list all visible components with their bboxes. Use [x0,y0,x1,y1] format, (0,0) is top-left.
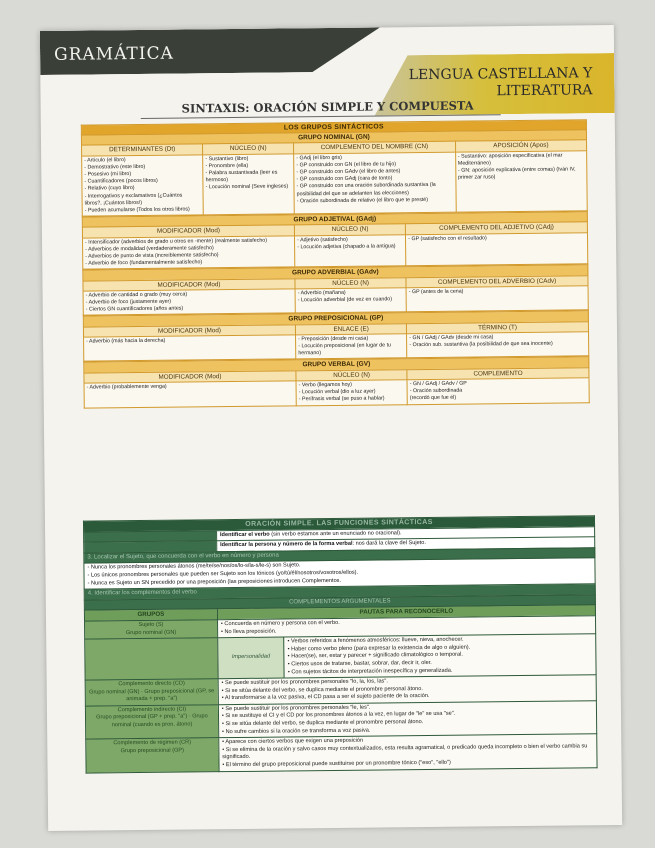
list-item: • Si se sustituye el CI y el CD por los pronombres átonos a la vez, en lugar de "le" se usa "se". [222,710,593,721]
list-item: - Palabra sustantivada (leer es hermoso) [205,169,278,184]
gn-header-nucleo: NÚCLEO (N) [203,143,294,154]
list-item: • Hacer(se), ser, estar y parecer + significado climatológico o temporal. [288,651,593,662]
list-item: • Si se sitúa delante del verbo, se duplica mediante el pronombre personal átono. [222,717,593,728]
step-2-text: : nos dará la clave del Sujeto. [352,540,426,547]
argumental-title: COMPLEMENTOS ARGUMENTALES [84,594,595,610]
gadv-header-mod: MODIFICADOR (Mod) [83,279,295,291]
groups-title: LOS GRUPOS SINTÁCTICOS [81,120,586,135]
gadv-cadv-cell [406,286,588,313]
list-item: • Ciertos usos de tratarse, bastar, sobrar, dar, decir ir, oler. [288,658,593,669]
list-item: • No lleva preposición. [221,625,592,636]
list-item: • Con sujetos tácitos de interpretación inespecífica y generalizada. [288,666,593,677]
list-item: - GP construido con GAdj (cara de tonto) [296,175,393,183]
row-cr-label [86,738,219,773]
row-sujeto-label [85,620,218,640]
list-item: • Si se sitúa delante del verbo, se duplica mediante el pronombre personal átono. [222,684,593,695]
step-3-row: 3. Localizar el Sujeto, que concuerda con el verbo en número y persona [84,548,595,564]
gn-apos-cell [455,150,587,212]
list-item: - Nunca es Sujeto un SN precedido por una preposición (las preposiciones introducen Complementos. [88,575,592,588]
gn-title: GRUPO NOMINAL (GN) [81,130,586,145]
gadj-mod-cell [82,236,294,270]
list-item: - Adjetivo (satisfecho) [297,236,348,243]
brand-title: GRAMÁTICA [53,43,174,65]
gadj-header-mod: MODIFICADOR (Mod) [82,225,294,237]
list-item: (recordó que fue él) [409,394,457,402]
gadv-header-nucleo: NÚCLEO (N) [295,277,406,288]
list-item: • Haber como verbo pleno (para expresar la existencia de algo o alguien). [288,643,593,654]
list-item: - Locución preposicional (en lugar de tu hermano) [298,342,392,357]
worksheet-page [40,25,622,831]
gn-header-cn: COMPLEMENTO DEL NOMBRE (CN) [294,142,456,154]
gp-enlace-cell [296,334,407,360]
row-impersonal-rules [284,634,596,678]
row-name: Complemento de régimen (CR) [113,739,192,747]
row-cr-rules [219,734,597,771]
list-item: - GN / GAdj / GAdv (desde mi casa) [409,334,494,342]
row-name: Complemento directo (CD) [118,680,185,688]
list-item: - Locución verbal (dio a luz ayer) [298,388,376,396]
list-item: - Artículo (el libro) [84,156,126,164]
row-name: Complemento indirecto (CI) [117,706,187,714]
row-ci-label [85,705,218,740]
functions-title: ORACIÓN SIMPLE. LAS FUNCIONES SINTÁCTICAS [83,516,594,532]
list-item: - Adverbio de foco (justamente ayer) [85,298,172,306]
list-item: - GN: aposición explicativa (entre comas) (Iván IV, primer zar ruso) [457,166,576,181]
gadj-cadj-cell [406,232,588,266]
col-header-pautas: PAUTAS PARA RECONOCERLO [217,605,595,620]
gv-header-mod: MODIFICADOR (Mod) [84,371,296,383]
page-title: SINTAXIS: ORACIÓN SIMPLE Y COMPUESTA [181,98,474,116]
subject-line-2: LITERATURA [496,82,593,100]
gadj-title: GRUPO ADJETIVAL (GAdj) [82,212,587,227]
list-item: • El término del grupo preposicional puede sustituirse por un pronombre tónico ("eso", "ello") [222,758,593,769]
list-item: - Adverbios de punto de vista (increíblemente satisfecho) [85,252,219,260]
step-4-row: 4. Identificar los complementos del verbo [84,584,595,600]
step-1-bold: Identificar el verbo [219,531,270,538]
row-sub: Grupo preposicional (GP + prep. "a") · Grupo nominal (cuando es pron. átono) [96,713,208,729]
gn-header-det: DETERMINANTES (Dt) [82,144,203,155]
list-item: - GP (antes de la cena) [408,288,464,296]
list-item: - Interrogativos y exclamativos (¿Cuántos libros?, ¡Cuántos libros!) [84,192,183,207]
list-item: - Pronombre (ella) [205,162,249,170]
functions-grid [83,515,598,773]
gadj-header-nucleo: NÚCLEO (N) [294,224,405,235]
list-item: - Intensificador (adverbios de grado u otros en -mente) (realmente satisfecho) [85,237,268,246]
gadv-title: GRUPO ADVERBIAL (GAdv) [83,265,588,280]
list-item: - Sustantivo: aposición especificativa (el mar Mediterráneo) [457,152,563,167]
list-item: • No sufre cambios si la oración se transforma a voz pasiva. [222,725,593,736]
list-item: - Demostrativo (este libro) [84,163,146,171]
gv-header-nucleo: NÚCLEO (N) [296,369,407,380]
gv-grid [83,357,589,408]
gv-mod-cell [84,381,296,408]
gv-header-complemento: COMPLEMENTO [407,367,589,379]
gv-complemento-cell [407,378,589,405]
list-item: - Sustantivo (libro) [205,155,249,162]
list-item: - Posesivo (mi libro) [84,171,132,178]
list-item: - Oración sub. sustantiva (la posibilidad de que sea inocente) [409,340,553,349]
row-cd-rules [218,675,596,705]
row-impersonal-label: Impersonalidad [218,637,285,679]
list-item: - Adverbio (mañana) [297,289,346,297]
groups-grid [81,119,588,217]
gp-title: GRUPO PREPOSICIONAL (GP) [83,311,588,326]
list-item: • Verbos referidos a fenómenos atmosféricos: llueve, nieva, anochecer. [287,635,592,646]
list-item: - GP construido con una oración subordinada sustantiva (la posibilidad del que se adelanten las elecciones) [296,182,436,197]
row-cd-label [85,679,218,706]
subject-title [402,65,592,101]
list-item: - Cuantificadores (pocos libros) [84,178,158,185]
list-item: - Oración subordinada [409,387,463,395]
gadj-nucleo-cell [295,234,406,267]
subject-line-1: LENGUA CASTELLANA Y [408,65,593,84]
list-item: • Al transformarse a la voz pasiva, el CD pasa a ser el sujeto paciente de la oración. [222,692,593,703]
gp-header-mod: MODIFICADOR (Mod) [83,325,295,337]
list-item: - Relativo (cuyo libro) [84,185,135,192]
list-item: - Adverbios de modalidad (verdaderamente satisfecho) [85,245,214,253]
gv-nucleo-cell [296,380,407,406]
list-item: - Ciertos GN cuantificadores (años antes) [85,305,184,313]
gp-grid [83,311,589,362]
functions-table [83,515,598,773]
list-item: - Adverbio de foco (fundamentalmente satisfecho) [85,259,203,267]
gp-header-enlace: ENLACE (E) [296,323,407,334]
gadv-nucleo-cell [295,288,406,314]
list-item: - Adverbio de cantidad o grado (muy cerca) [85,291,188,299]
list-item: - Verbo (llegamos hoy) [298,381,352,389]
col-header-grupos: GRUPOS [84,609,217,621]
list-item: - GN / GAdj / GAdv / GP [409,380,467,388]
gn-header-apos: APOSICIÓN (Apos) [455,140,586,152]
list-item: - Nunca los pronombres personales átonos (me/te/se/nos/os/lo-s/la-s/le-s) son Sujeto. [87,560,591,573]
row-sub: Grupo nominal (GN) · Grupo preposicional (GP, se animada + prep. "a") [89,687,215,703]
gn-cn-cell [294,152,456,214]
row-sub: Grupo nominal (GN) [125,629,177,636]
row-ci-rules [218,701,596,738]
list-item: • Se puede sustituir por los pronombres personales "lo, la, los, las". [221,676,592,687]
gp-termino-cell [407,332,589,359]
syntactic-groups-table [81,119,590,408]
row-name: Sujeto (S) [138,621,164,628]
gp-mod-cell [84,335,296,362]
list-item: - Oración subordinada de relativo (el libro que te presté) [296,196,429,205]
gadj-grid [82,212,589,271]
list-item: - Adverbio (más hacia la derecha) [86,337,166,345]
gn-det-cell [82,154,204,216]
list-item: - Los únicos pronombres personales que pueden ser Sujeto son los tónicos (yo/tú/él/nosotros/vosotros/ellos). [88,567,592,580]
step-1-text: (sin verbo estamos ante un enunciado no oracional). [269,529,402,538]
gn-nucleo-cell [203,153,295,215]
gp-header-termino: TÉRMINO (T) [407,321,589,333]
step-2-bold: Identificar la persona y número de la forma verbal [220,540,353,549]
list-item: • Aparece con ciertos verbos que exigen una preposición [222,736,593,747]
list-item: - Pueden acumularse (Todos los otros libros) [84,206,190,214]
gadv-mod-cell [83,289,295,316]
row-sub: Grupo preposicional (GP) [120,747,185,755]
gadv-grid [82,265,588,316]
gadv-header-cadv: COMPLEMENTO DEL ADVERBIO (CAdv) [406,275,588,287]
list-item: • Se puede sustituir por los pronombres personales "le, les". [222,702,593,713]
list-item: • Si se elimina de la oración y salvo casos muy contextualizados, esta resulta agramatical, o predicado queda incompleto o bien el verbo cambia su significado. [222,743,593,762]
row-impersonal-spacer [85,638,218,680]
list-item: - Locución nominal (Seve ingleses) [205,183,289,191]
list-item: • Concuerda en número y persona con el verbo. [221,617,592,628]
list-item: - Locución adverbial (de vez en cuando) [297,296,393,304]
list-item: - Adverbio (probablemente venga) [86,383,167,391]
list-item: - Preposición (desde mi casa) [298,335,369,343]
list-item: - Perífrasis verbal (se puso a hablar) [298,395,385,403]
list-item: - GAdj (el libro gris) [296,154,342,161]
list-item: - GP construido con GN (el libro de tu hijo) [296,161,397,169]
gadj-header-cadj: COMPLEMENTO DEL ADJETIVO (CAdj) [406,222,588,234]
list-item: - Locución adjetiva (chapado a la antigua) [297,243,396,251]
list-item: - GP (satisfecho con el resultado) [408,234,487,242]
list-item: - GP construido con GAdv (el libro de antes) [296,168,401,176]
gv-title: GRUPO VERBAL (GV) [84,357,589,372]
